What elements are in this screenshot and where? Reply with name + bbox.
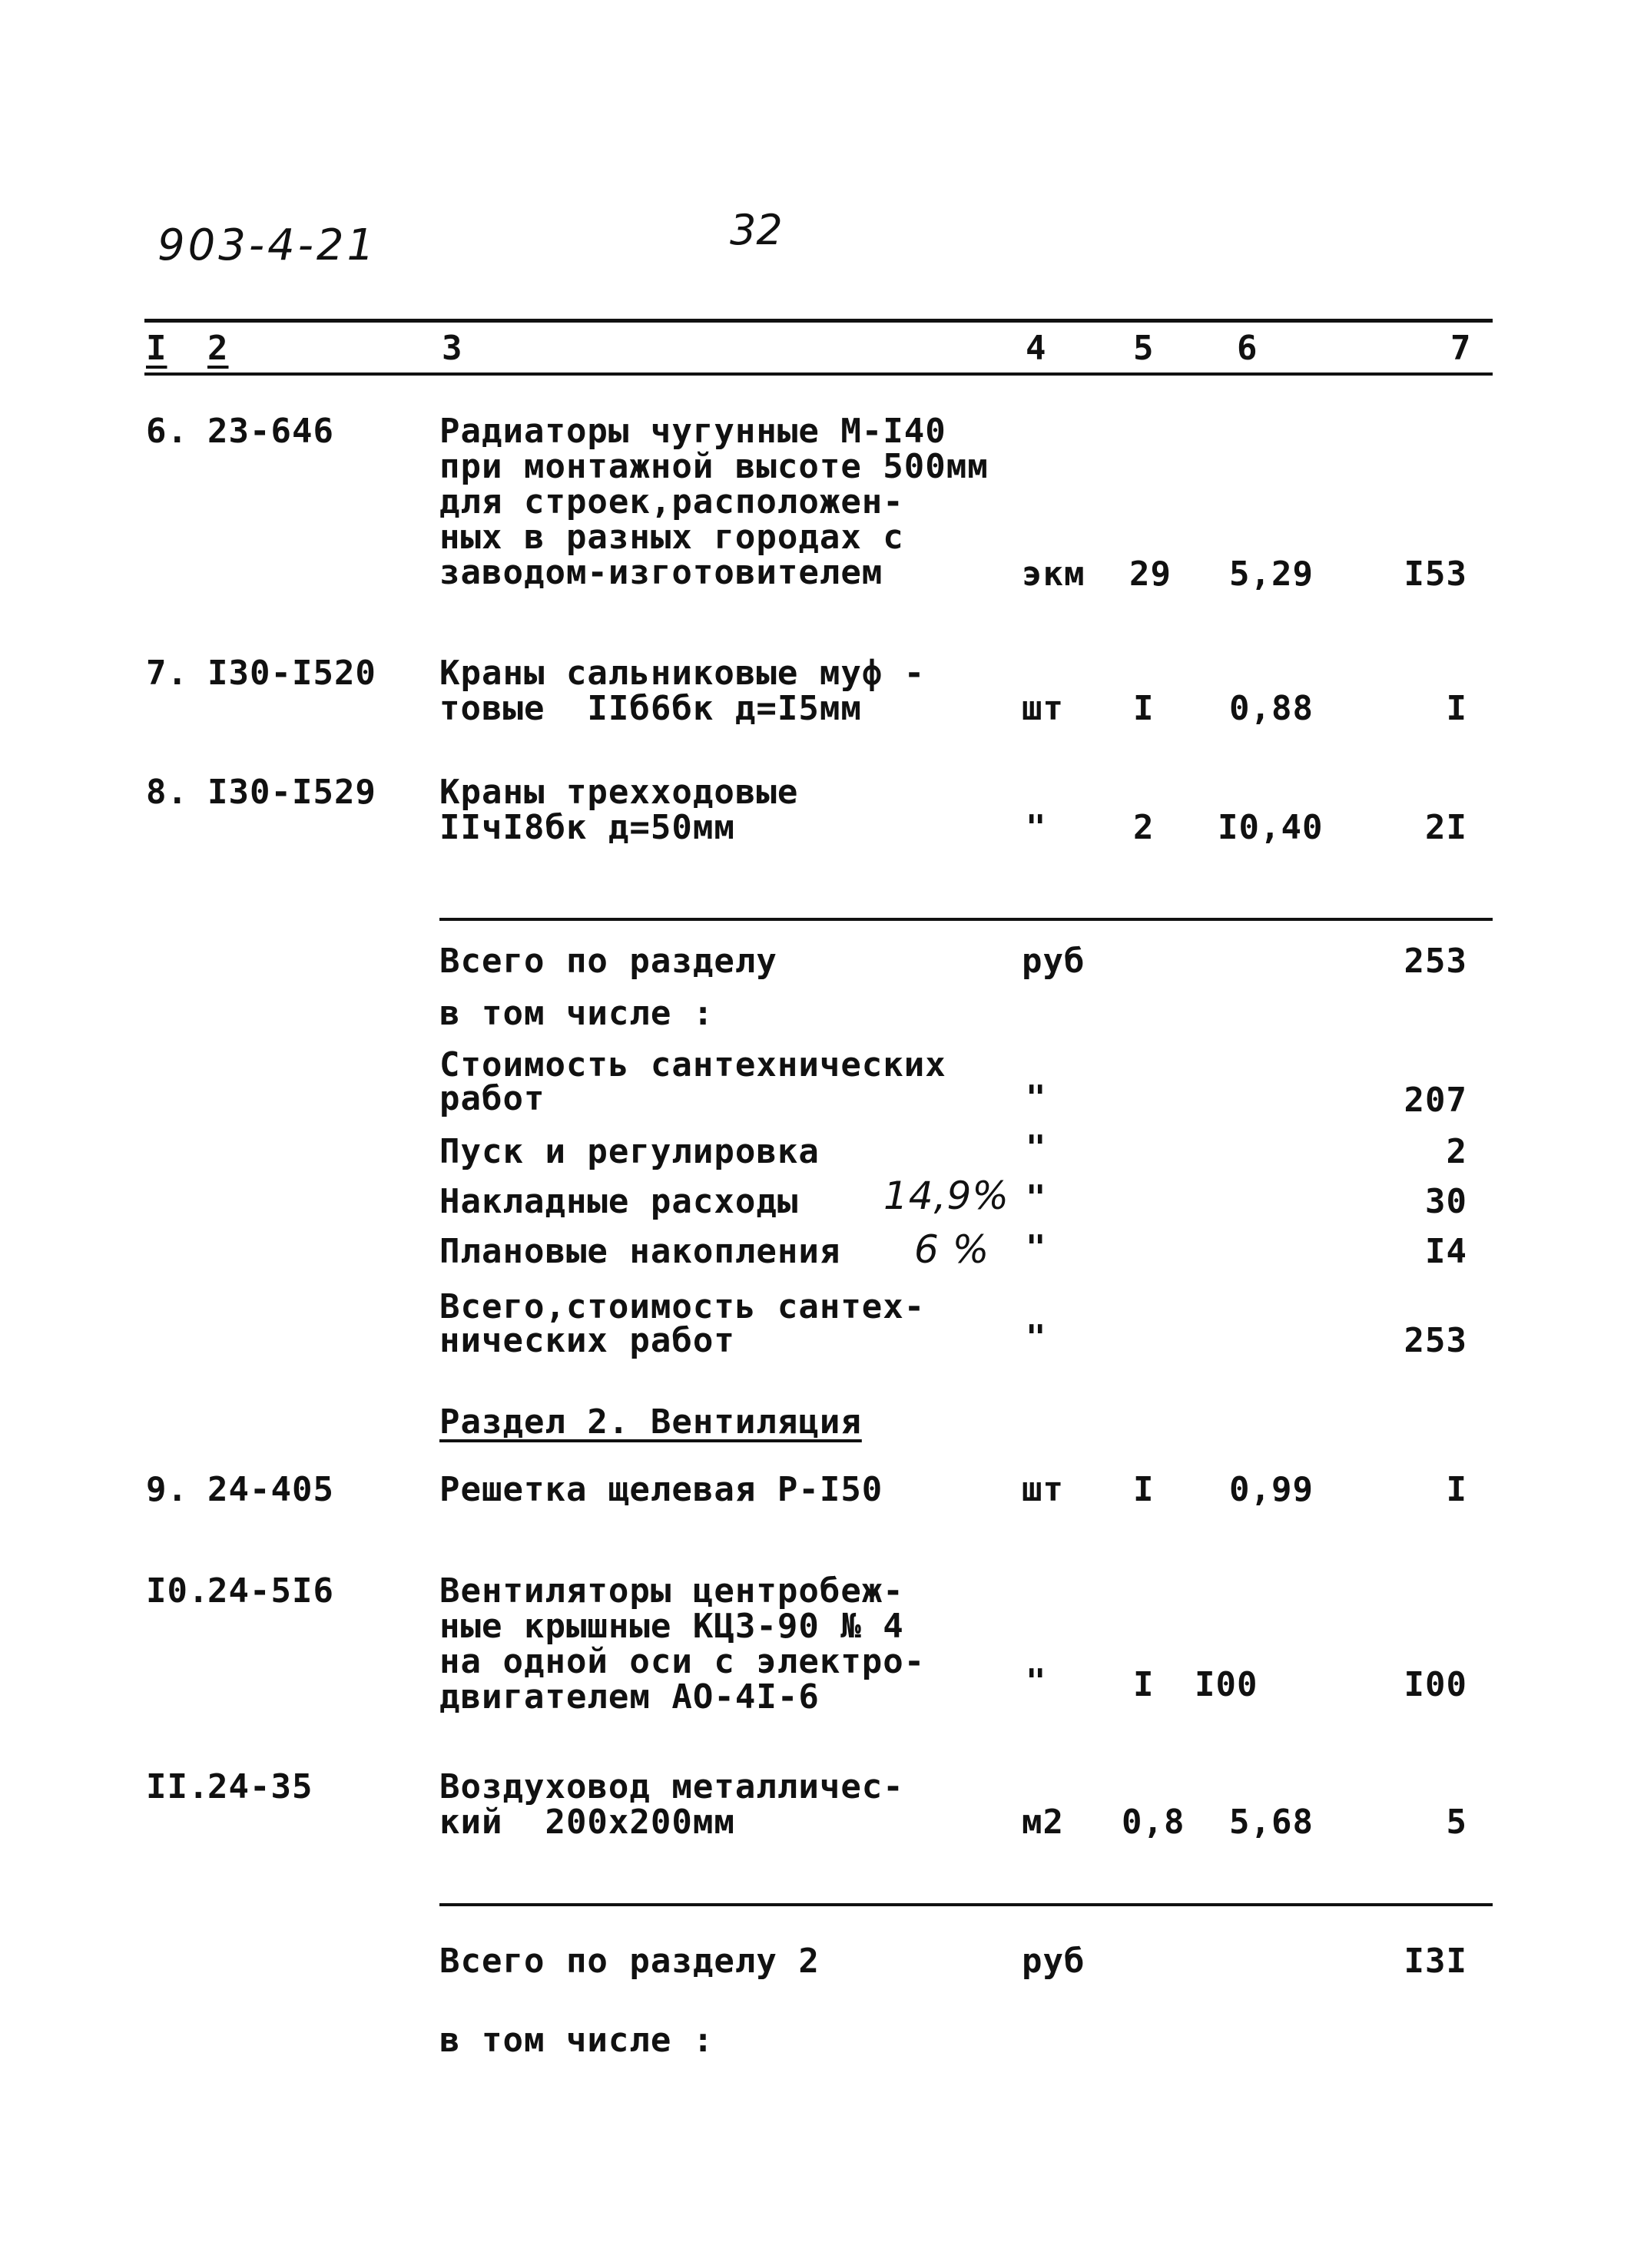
total-unit: " — [1026, 1228, 1047, 1267]
item-quantity: I — [1133, 689, 1155, 728]
total-unit: " — [1026, 1178, 1047, 1217]
item-total: 5 — [1446, 1803, 1467, 1842]
item-quantity: 2 — [1133, 808, 1155, 847]
item-number: 6. — [146, 412, 188, 451]
item-description-line: товые IIб6бк д=I5мм — [439, 689, 862, 728]
profit-percent-note: 6 % — [914, 1227, 990, 1272]
item-unit: " — [1026, 1662, 1047, 1701]
column-header-2: 2 — [207, 329, 229, 368]
item-number: I0. — [146, 1571, 210, 1611]
total-value: 2 — [1446, 1132, 1467, 1171]
total-label: Плановые накопления — [439, 1232, 841, 1271]
item-quantity: 0,8 — [1122, 1803, 1185, 1842]
section-title: Раздел 2. Вентиляция — [439, 1402, 862, 1442]
including-label: в том числе : — [439, 2021, 714, 2060]
total-label: Всего по разделу 2 — [439, 1942, 820, 1981]
total-value: I3I — [1404, 1942, 1467, 1981]
column-header-3: 3 — [442, 329, 463, 368]
total-label: Пуск и регулировка — [439, 1132, 820, 1171]
overhead-percent-note: 14,9% — [883, 1174, 1009, 1218]
item-description-line: для строек,расположен- — [439, 482, 904, 521]
item-description-line: ные крышные КЦ3-90 № 4 — [439, 1607, 904, 1646]
item-code: 24-35 — [207, 1767, 313, 1806]
column-header-4: 4 — [1026, 329, 1047, 368]
item-description-line: двигателем АО-4I-6 — [439, 1677, 820, 1717]
item-total: I — [1446, 1470, 1467, 1509]
item-number: 7. — [146, 654, 188, 693]
item-code: 24-5I6 — [207, 1571, 334, 1611]
item-number: II. — [146, 1767, 210, 1806]
total-unit: " — [1026, 1078, 1047, 1117]
item-quantity: 29 — [1129, 555, 1172, 594]
column-header-1: I — [146, 329, 167, 368]
item-number: 9. — [146, 1470, 188, 1509]
page-number: 32 — [730, 206, 783, 254]
total-unit: " — [1026, 1318, 1047, 1357]
total-unit: руб — [1022, 942, 1085, 981]
column-header-6: 6 — [1237, 329, 1258, 368]
item-total: I53 — [1404, 555, 1467, 594]
including-label: в том числе : — [439, 994, 714, 1033]
total-unit: " — [1026, 1128, 1047, 1167]
total-label: Всего по разделу — [439, 942, 777, 981]
item-unit-price: 5,68 — [1229, 1803, 1314, 1842]
item-unit-price: 0,99 — [1229, 1470, 1314, 1509]
item-quantity: I — [1133, 1665, 1155, 1704]
total-value: 207 — [1404, 1081, 1467, 1120]
total-label: Стоимость сантехнических работ — [439, 1045, 946, 1118]
total-value: 253 — [1404, 942, 1467, 981]
section2-subtotal-rule — [439, 1903, 1493, 1906]
item-unit-price: I0,40 — [1218, 808, 1324, 847]
item-description-line: при монтажной высоте 500мм — [439, 447, 989, 486]
item-total: I00 — [1404, 1665, 1467, 1704]
item-unit: шт — [1022, 689, 1064, 728]
item-description-line: заводом-изготовителем — [439, 553, 883, 592]
item-unit: шт — [1022, 1470, 1064, 1509]
item-description-line: Решетка щелевая Р-I50 — [439, 1470, 883, 1509]
item-number: 8. — [146, 773, 188, 812]
item-description-line: ных в разных городах с — [439, 518, 904, 557]
item-description-line: Краны сальниковые муф - — [439, 654, 926, 693]
column-header-7: 7 — [1450, 329, 1472, 368]
total-value: 30 — [1425, 1182, 1467, 1221]
item-code: I30-I520 — [207, 654, 376, 693]
total-label: Накладные расходы — [439, 1182, 799, 1221]
item-unit: экм — [1022, 555, 1085, 594]
item-unit: м2 — [1022, 1803, 1064, 1842]
item-code: I30-I529 — [207, 773, 376, 812]
item-unit-price: I00 — [1195, 1665, 1258, 1704]
item-description-line: Вентиляторы центробеж- — [439, 1571, 904, 1611]
item-quantity: I — [1133, 1470, 1155, 1509]
item-code: 24-405 — [207, 1470, 334, 1509]
column-header-5: 5 — [1133, 329, 1155, 368]
total-label: Всего,стоимость сантех- нических работ — [439, 1287, 926, 1360]
item-description-line: IIчI8бк д=50мм — [439, 808, 735, 847]
total-value: 253 — [1404, 1321, 1467, 1360]
total-value: I4 — [1425, 1232, 1467, 1271]
total-unit: руб — [1022, 1942, 1085, 1981]
item-total: 2I — [1425, 808, 1467, 847]
item-unit: " — [1026, 808, 1047, 847]
item-description-line: на одной оси с электро- — [439, 1642, 926, 1681]
document-code: 903-4-21 — [157, 220, 378, 270]
item-unit-price: 5,29 — [1229, 555, 1314, 594]
item-description-line: Воздуховод металличес- — [439, 1767, 904, 1806]
item-unit-price: 0,88 — [1229, 689, 1314, 728]
header-bottom-rule — [144, 372, 1493, 376]
item-description-line: Краны трехходовые — [439, 773, 799, 812]
item-code: 23-646 — [207, 412, 334, 451]
item-description-line: Радиаторы чугунные М-I40 — [439, 412, 946, 451]
section1-subtotal-rule — [439, 918, 1493, 921]
item-description-line: кий 200х200мм — [439, 1803, 735, 1842]
header-top-rule — [144, 319, 1493, 323]
item-total: I — [1446, 689, 1467, 728]
